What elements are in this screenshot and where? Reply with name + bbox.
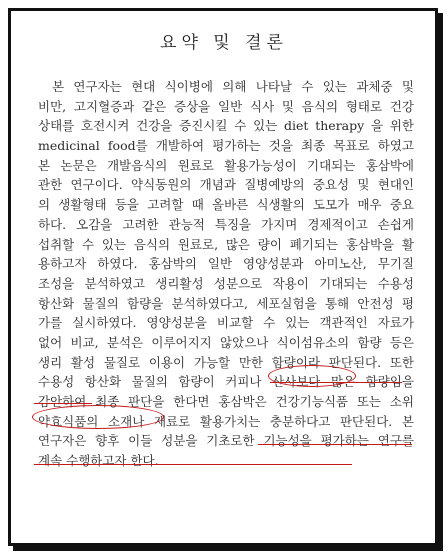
paragraph-line: 생리 활성 물질로 이용이 가능할 만한 함량이라 판단된다. 또한	[38, 354, 414, 370]
annotation-circle-dietary-fiber	[268, 365, 356, 387]
paragraph-line: 상태를 호전시켜 건강을 증진시킬 수 있는 diet therapy 을 위한	[38, 118, 414, 134]
document-title: 요약 및 결론	[160, 33, 288, 53]
paragraph-line: 본 논문은 개발음식의 원료로 활용가능성이 기대되는 홍삼박에	[38, 157, 414, 173]
paragraph-line: 비만, 고지혈증과 같은 증상을 일반 식사 및 음식의 형태로 건강	[38, 98, 414, 114]
paragraph-line: 관한 연구이다. 약식동원의 개념과 질병예방의 중요성 및 현대인	[38, 177, 414, 193]
paragraph-line: medicinal food를 개발하여 평가하는 것을 최종 목표로 하였고	[38, 138, 414, 154]
annotation-underline-material	[34, 462, 352, 465]
paragraph-line: 의 생활형태 등을 고려할 때 올바른 식생활의 도모가 매우 중요	[38, 197, 414, 213]
paragraph-line: 계속 수행하고자 한다.	[38, 453, 159, 469]
paragraph-line: 없어 비교, 분석은 이루어지지 않았으나 식이섬유소의 함량 등은	[38, 334, 414, 350]
annotation-circle-antioxidant	[32, 405, 164, 429]
paragraph-line: 수용성 항산화 물질의 함량이 커피나 산사보다 많은 함량임을	[38, 374, 414, 390]
paragraph-line: 본 연구자는 현대 식이병에 의해 나타날 수 있는 과체중 및	[52, 79, 414, 94]
paragraph-line: 연구자은 향후 이들 성분을 기초로한 기능성을 평가하는 연구를	[38, 433, 414, 449]
paragraph-line: 항산화 물질의 함량을 분석하였다고, 세포실험을 통해 안전성 평	[38, 295, 414, 311]
annotation-underline-physiological	[34, 401, 92, 404]
paragraph-line: 약효식품의 소재나 재료로 활용가치는 충분하다고 판단된다. 본	[38, 413, 414, 429]
annotation-underline-health-food	[258, 442, 412, 445]
annotation-underline-fiber-line	[270, 380, 402, 383]
paragraph-line: 가를 실시하였다. 영양성분을 비교할 수 있는 객관적인 자료가	[38, 315, 414, 331]
paragraph-line: 용하고자 하였다. 홍삼박의 일반 영양성분과 아미노산, 무기질	[38, 256, 414, 272]
paragraph-line: 하다. 오감을 고려한 관능적 특징을 가지며 경제적이고 손쉽게	[38, 216, 414, 232]
paragraph-line: 조성을 분석하였고 생리활성 성분으로 작용이 기대되는 수용성	[38, 275, 414, 291]
paragraph-line: 감안하여 최종 판단을 한다면 홍삼박은 건강기능식품 또는 소위	[38, 394, 414, 409]
paragraph-line: 섭취할 수 있는 음식의 원료로, 많은 량이 폐기되는 홍삼박을 활	[38, 236, 414, 252]
